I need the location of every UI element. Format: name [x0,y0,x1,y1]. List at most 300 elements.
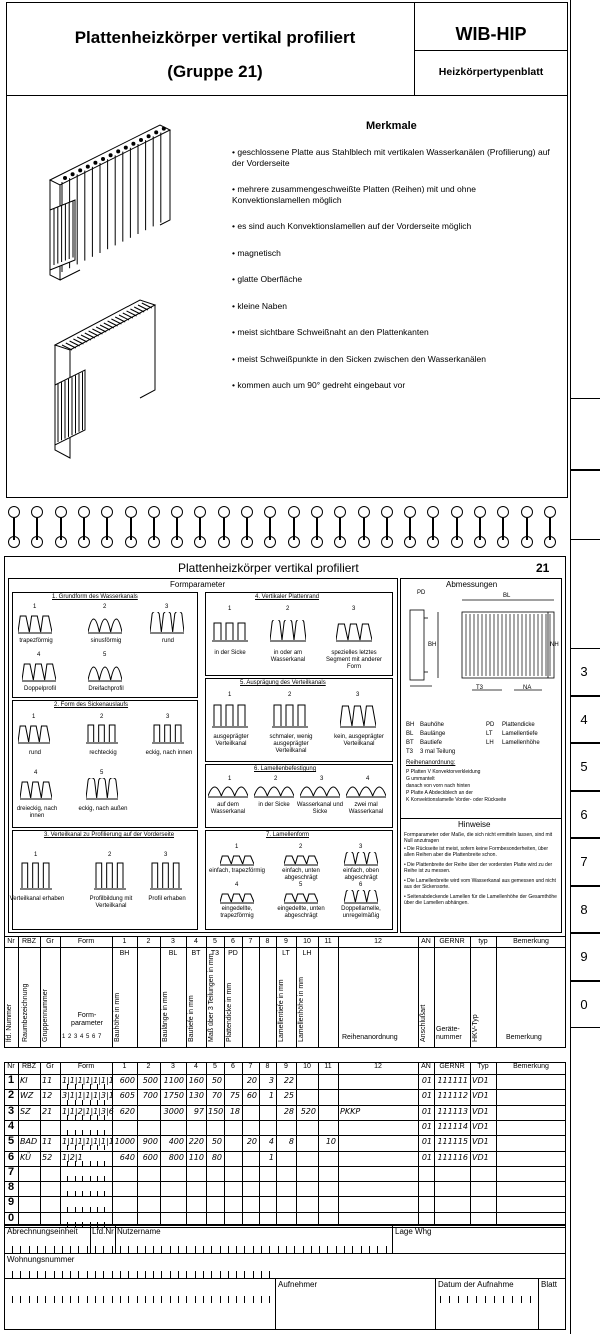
cell-c8[interactable]: 1 [268,1091,274,1101]
cell-c4[interactable]: 97 [193,1106,204,1116]
profile-shape [300,784,340,798]
footer-wohnungsnummer: Wohnungsnummer [7,1255,75,1264]
cell-typ[interactable]: VD1 [472,1076,489,1085]
section-4-label: in der Sicke [214,650,246,656]
binding-ring [497,506,509,518]
profile-shape [88,660,122,682]
cell-form[interactable]: 1|1|2|1|1|3|6 [62,1106,114,1116]
cell-an[interactable]: 01 [421,1076,432,1085]
binding-ring [311,506,323,518]
cell-gernr[interactable]: 111114 [437,1121,468,1131]
binding-ring [311,536,323,548]
tick [20,1271,21,1278]
binding-ring [381,536,393,548]
shape-number: 1 [228,692,232,698]
cell-c3[interactable]: 3000 [163,1106,184,1116]
cell-rbz[interactable]: KÜ [20,1152,31,1162]
shape-number: 1 [235,844,239,850]
table-header-2: Gr [46,1063,54,1070]
cell-an[interactable]: 01 [421,1106,432,1116]
cell-rbz[interactable]: KI [20,1076,28,1085]
cell-c1[interactable]: 1000 [114,1137,135,1147]
doc-code: WIB-HIP [455,24,527,44]
cell-c5[interactable]: 70 [211,1091,222,1101]
binding-ring [264,536,276,548]
header-vertical-label: Lamellenhöhe in mm [298,977,305,1042]
section-6-label: Wasserkanal und Sicke [296,802,344,815]
reihen-heading: Reihenanordnung: [406,760,456,766]
header-vertical-label: Baulänge in mm [162,991,169,1042]
cell-gernr[interactable]: 111116 [437,1152,468,1162]
footer-blatt: Blatt [541,1280,558,1289]
profile-shape [208,784,248,798]
abmessungen-label: Abmessungen [446,580,498,589]
cell-typ[interactable]: VD1 [472,1137,489,1147]
cell-c4[interactable]: 160 [188,1076,204,1085]
binding-ring [427,536,439,548]
tick [521,1296,522,1303]
tick [236,1296,237,1303]
cell-c1[interactable]: 620 [119,1106,135,1116]
binding-ring [125,506,137,518]
tick [87,1271,88,1278]
cell-gernr[interactable]: 111113 [437,1106,468,1116]
cell-typ[interactable]: VD1 [472,1106,489,1116]
profile-shape [18,722,50,744]
cell-gernr[interactable]: 111111 [437,1076,468,1085]
profile-shape [220,890,254,904]
tick [12,1271,13,1278]
tick [286,1246,287,1253]
section-7-label: Doppellamelle, unregelmäßig [341,906,381,919]
tick [458,1296,459,1303]
section-7-label: einfach, oben abgeschrägt [342,868,380,881]
cell-an[interactable]: 01 [421,1121,432,1131]
binding-ring [427,506,439,518]
header-col-14: 11 [324,938,332,945]
shape-number: 2 [103,604,107,610]
tick [128,1271,129,1278]
cell-c5[interactable]: 50 [211,1076,222,1085]
tick [186,1271,187,1278]
tick [261,1246,262,1253]
section-2-title: 2. Form des Sickenauslaufs [54,702,129,708]
cell-an[interactable]: 01 [421,1152,432,1162]
header-vertical-label: Plattendicke in mm [226,982,233,1042]
cell-c3[interactable]: 400 [168,1137,184,1147]
cell-form[interactable]: 1|2|1 [62,1152,83,1162]
cell-c2[interactable]: 600 [142,1152,158,1162]
profile-shape [284,890,318,904]
shape-number: 3 [165,604,169,610]
header-col-0: Nr [7,938,15,945]
tick [228,1246,229,1253]
side-tab-blank-a [570,398,600,470]
header-col-line [318,936,319,1048]
tick [145,1296,146,1303]
table-header-13: 10 [303,1063,311,1070]
binding-ring [194,536,206,548]
cell-form[interactable]: 3|1|1|1|1|3|1 [62,1091,114,1101]
footer-lage: Lage Whg [395,1227,432,1236]
header-col-12: 9 [284,938,288,945]
sheet-title: Plattenheizkörper vertikal profiliert [178,561,359,575]
header-col-line [40,936,41,1048]
shape-number: 3 [166,714,170,720]
cell-typ[interactable]: VD1 [472,1152,489,1162]
tick [178,1296,179,1303]
hinweis-line: • Die Plattenbreite der Reihe über der vordersten Platte wird zu der Reihe ist zu messen. [404,862,553,874]
doc-type: Heizkörpertypenblatt [438,66,544,78]
header-col-line [137,936,138,1048]
shape-number: 1 [33,604,37,610]
tick [87,1296,88,1303]
binding-ring [31,536,43,548]
tick [103,1271,104,1278]
legend-item: BL [406,731,414,737]
tick [236,1246,237,1253]
tick [494,1296,495,1303]
cell-c1[interactable]: 640 [119,1152,135,1162]
cell-form[interactable]: 1|1|1|1|1|1|1 [62,1137,114,1147]
reihen-line: P Platten V Konvektorverkleidung [406,769,481,775]
feature-item: • meist Schweißpunkte in den Sicken zwischen den Wasserkanälen [232,353,487,364]
cell-nr: 2 [7,1089,15,1102]
tick [253,1271,254,1278]
table-header-4: 1 [122,1063,127,1070]
header-sub-code: PD [228,950,238,957]
table-header-5: 2 [146,1063,151,1070]
tick [203,1246,204,1253]
section-1-label: Dreifachprofil [88,686,124,692]
table-row [0,1181,566,1196]
shape-number: 1 [34,852,38,858]
hinweis-line: • Seitenabdeckende Lamellen für die Lamellenhöhe der Gesamthöhe über die Lamellen abhängen. [404,894,557,906]
header-col-line [259,936,260,1048]
cell-c8[interactable]: 1 [268,1152,274,1162]
binding-ring [78,506,90,518]
tick [112,1271,113,1278]
cell-c4[interactable]: 110 [188,1152,204,1162]
tick [244,1271,245,1278]
cell-c7[interactable]: 20 [246,1137,257,1147]
header-sub-code: LH [302,950,312,957]
tick [170,1271,171,1278]
section-7-label: einfach, trapezförmig [208,868,266,874]
tick [78,1246,79,1253]
page-title: Plattenheizkörper vertikal profiliert [74,28,356,47]
cell-c8[interactable]: 3 [268,1076,274,1085]
tick [78,1296,79,1303]
tick [12,1296,13,1303]
header-sub-code: LT [282,950,290,957]
profile-shape [344,852,378,866]
cell-nr: 6 [7,1150,15,1163]
tick [369,1246,370,1253]
shape-number: 3 [359,844,363,850]
tick [195,1296,196,1303]
section-2-label: eckig, nach innen [145,750,193,756]
legend-item: LH [486,740,494,746]
footer-abrechnung: Abrechnungseinheit [7,1227,78,1236]
tick [54,1271,55,1278]
table-row [0,1196,566,1211]
cell-c2[interactable]: 900 [142,1137,158,1147]
binding-ring [474,536,486,548]
cell-c11[interactable]: 10 [325,1137,336,1147]
section-1-label: rund [161,638,174,644]
header-col-line [434,936,435,1048]
cell-c9[interactable]: 25 [283,1091,294,1101]
binding-ring [544,536,556,548]
tick [62,1296,63,1303]
tick [54,1296,55,1303]
tick [228,1296,229,1303]
cell-rbz[interactable]: SZ [20,1106,31,1116]
header-col-10: 7 [248,938,253,945]
shape-number: 1 [228,776,232,782]
table-header-0: Nr [7,1063,15,1070]
shape-number: 4 [366,776,370,782]
cell-gr[interactable]: 12 [42,1091,53,1101]
tick [261,1296,262,1303]
binding-ring [194,506,206,518]
feature-item: • es sind auch Konvektionslamellen auf der Vorderseite möglich [232,221,472,231]
tick [294,1246,295,1253]
tick [220,1296,221,1303]
table-row [0,1074,566,1089]
legend-item: 3 mal Teilung [420,749,456,755]
shape-number: 2 [274,776,278,782]
header-sub-code: BH [119,950,130,957]
side-tab-3[interactable]: 3 [580,664,588,679]
header-sub-code: BL [168,950,178,957]
side-tab-4[interactable]: 4 [580,711,588,727]
cell-typ[interactable]: VD1 [472,1091,489,1101]
cell-typ[interactable]: VD1 [472,1121,489,1131]
section-2-label: dreieckig, nach innen [16,806,58,819]
table-header-8: 5 [213,1063,217,1070]
table-row [0,1151,566,1166]
cell-an[interactable]: 01 [421,1091,432,1101]
table-header-16: AN [421,1063,431,1070]
tick [137,1296,138,1303]
side-tab-6[interactable]: 6 [580,806,588,822]
table-row [0,1089,566,1104]
section-6-label: in der Sicke [258,802,290,808]
tick [112,1296,113,1303]
header-col-line [470,936,471,1048]
tick [530,1296,531,1303]
cell-c4[interactable]: 220 [188,1137,204,1147]
header-vertical-label: Lamellentiefe in mm [278,979,285,1042]
binding-ring [404,506,416,518]
section-1-label: Doppelprofil [23,686,57,692]
header-col-9: 6 [231,938,235,945]
cell-c6[interactable]: 18 [229,1106,240,1116]
binding-ring [148,536,160,548]
tick [203,1296,204,1303]
table-header-9: 6 [231,1063,235,1070]
shape-number: 3 [320,776,324,782]
cell-c3[interactable]: 1100 [163,1076,184,1085]
cell-c8[interactable]: 4 [268,1137,274,1147]
table-header-14: 11 [324,1063,332,1070]
cell-c9[interactable]: 8 [288,1137,294,1147]
cell-gernr[interactable]: 111112 [437,1091,468,1101]
radiator-illustration-profiled [40,110,230,310]
shape-number: 1 [228,606,232,612]
reihen-line: P Platte A Abdeckblech an der [406,790,473,796]
legend-item: PD [486,722,495,728]
binding-ring [241,506,253,518]
bemerkung-label: Bemerkung [506,1034,542,1041]
section-2-label: rechteckig [89,750,117,756]
tick [45,1271,46,1278]
cell-gr[interactable]: 21 [42,1106,53,1116]
tick [476,1296,477,1303]
tick [186,1246,187,1253]
cell-c5[interactable]: 80 [211,1152,222,1162]
section-1-title: 1. Grundform des Wasserkanals [52,594,138,600]
cell-nr: 9 [7,1196,15,1209]
tick [336,1246,337,1253]
geraete-label: Geräte-nummer [436,1026,462,1041]
section-1-label: sinusförmig [90,638,122,644]
shape-number: 3 [356,692,360,698]
cell-c3[interactable]: 1750 [163,1091,184,1101]
tick [161,1246,162,1253]
dim-bl: BL [503,593,511,599]
cell-rbz[interactable]: WZ [20,1091,34,1101]
header-col-line [18,936,19,1048]
section-5-label: schmaler, wenig ausgeprägter Verteilkanal [269,734,313,754]
tick [29,1296,30,1303]
legend-item: Baulänge [420,731,446,737]
cell-c1[interactable]: 605 [119,1091,135,1101]
header-vertical-label: Maß über 3 Teilungen in mm [208,953,215,1042]
cell-rbz[interactable]: BAD [20,1137,38,1147]
reihen-line: danach von vorn nach hinten [406,783,471,789]
header-col-18: typ [478,938,488,945]
header-col-13: 10 [303,938,311,945]
cell-c2[interactable]: 500 [142,1076,158,1085]
cell-gr[interactable]: 52 [42,1152,53,1162]
section-6-label: auf dem Wasserkanal [210,802,246,815]
cell-gr[interactable]: 11 [42,1076,53,1085]
cell-c4[interactable]: 130 [188,1091,204,1101]
tick [29,1246,30,1253]
cell-c6[interactable]: 75 [229,1091,240,1101]
section-2-label: eckig, nach außen [78,806,128,812]
side-tab-7[interactable]: 7 [580,854,588,869]
tick [195,1271,196,1278]
cell-nr: 7 [7,1165,15,1178]
features-heading: Merkmale [366,120,417,132]
dim-na: NA [523,685,532,691]
profile-shape [150,612,184,634]
header-col-7: 4 [194,938,198,945]
header-col-line [60,936,61,1048]
profile-shape [336,620,372,642]
cell-c9[interactable]: 28 [283,1106,294,1116]
header-col-8: 5 [213,938,217,945]
side-tab-0[interactable]: 0 [580,996,588,1012]
cell-nr: 5 [7,1135,15,1148]
cell-c2[interactable]: 700 [142,1091,158,1101]
cell-form[interactable]: 1|1|1|1|1|1|1 [62,1076,114,1085]
feature-item: • magnetisch [232,247,281,258]
cell-nr: 8 [7,1181,15,1194]
tick [37,1271,38,1278]
shape-number: 2 [299,844,303,850]
binding-ring [474,506,486,518]
section-5-title: 5. Ausprägung des Verteilkanals [240,680,326,686]
cell-c5[interactable]: 150 [208,1106,224,1116]
tick [78,1271,79,1278]
cell-c5[interactable]: 50 [211,1137,222,1147]
side-tab-8[interactable]: 8 [580,901,588,917]
section-4-title: 4. Vertikaler Plattenrand [255,594,320,600]
binding-ring [451,536,463,548]
side-tab-5[interactable]: 5 [580,759,588,774]
footer-nutzername: Nutzername [117,1227,161,1236]
binding-ring [334,506,346,518]
cell-an[interactable]: 01 [421,1137,432,1147]
cell-gernr[interactable]: 111115 [437,1137,468,1147]
section-4-label: spezielles letztes Segment mit anderer Form [325,650,383,670]
side-tab-9[interactable]: 9 [580,949,588,964]
header-vertical-label: Bauhöhe in mm [114,992,121,1042]
dim-t3: T3 [476,685,484,691]
binding-ring [358,506,370,518]
cell-c7[interactable]: 60 [246,1091,257,1101]
section-3-label: Verteilkanal erhaben [9,896,65,902]
feature-item: • kommen auch um 90° gedreht eingebaut vor [232,380,406,390]
shape-number: 2 [100,714,104,720]
profile-shape [22,660,56,682]
tick [211,1246,212,1253]
shape-number: 6 [359,882,363,888]
header-col-line [496,936,497,1048]
profile-shape [270,620,306,642]
legend-item: LT [486,731,493,737]
section-7-label: eingedellte, unten abgeschrägt [277,906,325,919]
cell-c7[interactable]: 20 [246,1076,257,1085]
tick [303,1246,304,1253]
cell-c3[interactable]: 800 [168,1152,184,1162]
footer-lfdnr: Lfd.Nr [92,1227,114,1236]
binding-ring [55,506,67,518]
header-col-3: Form [77,938,95,945]
cell-c10[interactable]: 520 [300,1106,316,1116]
cell-gr[interactable]: 11 [42,1137,53,1147]
header-vertical-label: Gruppennummer [42,989,49,1042]
shape-number: 2 [286,606,290,612]
cell-c9[interactable]: 22 [283,1076,294,1085]
cell-c12[interactable]: PKKP [340,1106,361,1116]
cell-c1[interactable]: 600 [119,1076,135,1085]
tick [137,1271,138,1278]
legend-item: Bautiefe [420,740,443,746]
tick [278,1246,279,1253]
shape-number: 4 [235,882,239,888]
tick [37,1296,38,1303]
profile-shape [272,702,308,728]
tick [211,1296,212,1303]
profile-shape [344,890,378,904]
legend-item: Lamellenhöhe [502,740,540,746]
